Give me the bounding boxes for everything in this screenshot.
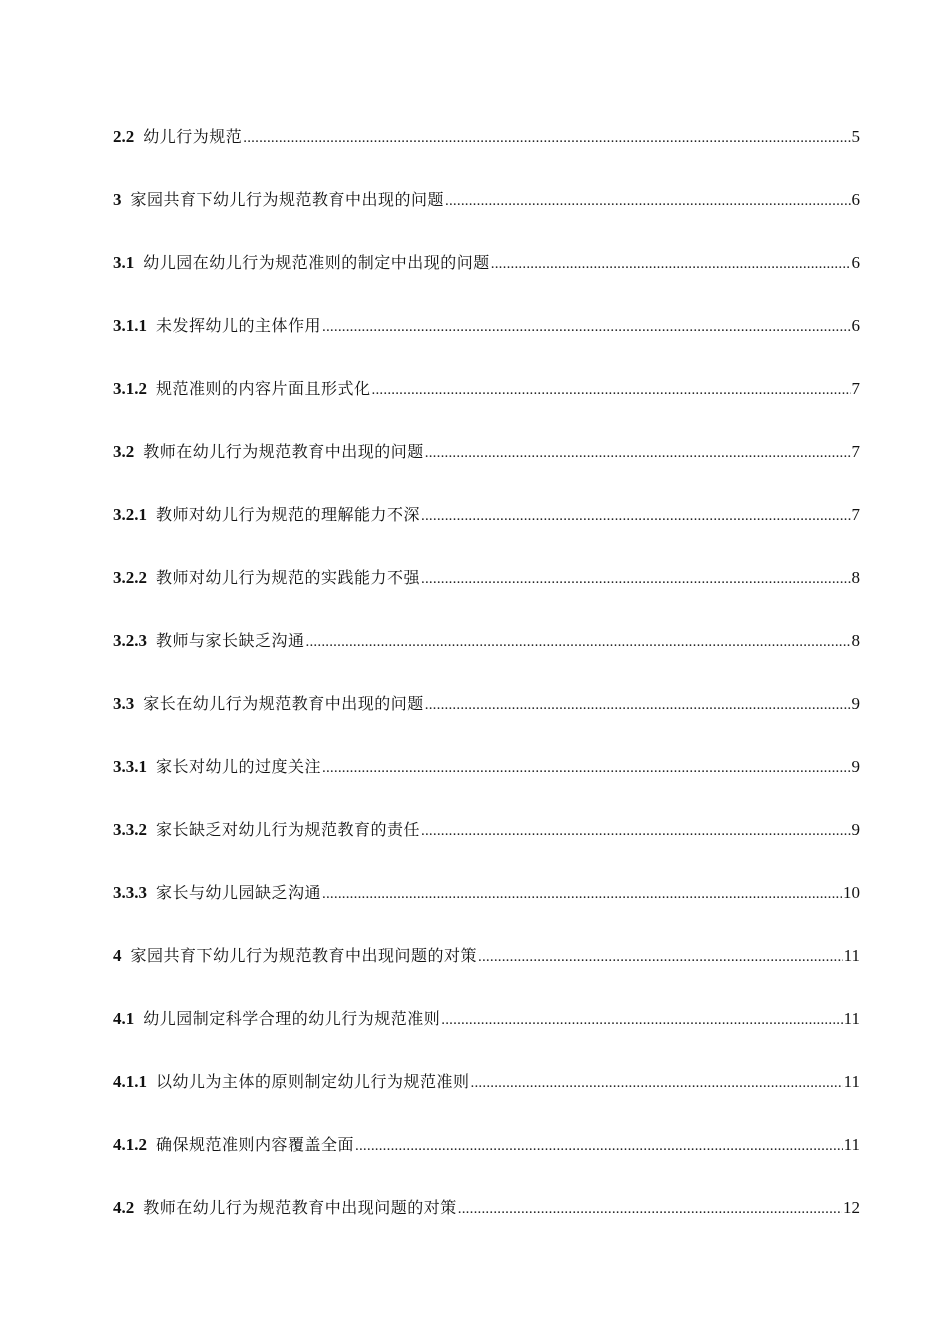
toc-entry-page: 6 (851, 253, 860, 272)
toc-entry-number: 4.1 (113, 1009, 135, 1028)
toc-entry-number: 3.3.1 (113, 757, 147, 776)
toc-entry-page: 11 (843, 946, 860, 965)
toc-entry[interactable] (113, 945, 860, 1008)
toc-entry-title: 规范准则的内容片面且形式化 (156, 379, 371, 398)
toc-entry[interactable] (113, 189, 860, 252)
toc-entry-page: 7 (851, 442, 860, 461)
toc-entry-title: 家长在幼儿行为规范教育中出现的问题 (143, 694, 424, 713)
toc-entry-page: 6 (851, 316, 860, 335)
toc-entry-page: 5 (851, 127, 860, 146)
toc-entry-title: 以幼儿为主体的原则制定幼儿行为规范准则 (156, 1072, 470, 1091)
toc-entry[interactable] (113, 504, 860, 567)
toc-entry-title: 未发挥幼儿的主体作用 (156, 316, 322, 335)
toc-dot-leader (421, 820, 850, 842)
toc-dot-leader (355, 1135, 843, 1157)
toc-dot-leader (445, 190, 850, 212)
toc-entry[interactable] (113, 315, 860, 378)
toc-entry-number: 4 (113, 946, 122, 965)
toc-entry[interactable] (113, 693, 860, 756)
toc-entry-page: 7 (851, 379, 860, 398)
toc-entry-title: 家园共育下幼儿行为规范教育中出现问题的对策 (130, 946, 478, 965)
toc-entry-page: 8 (851, 568, 860, 587)
toc-entry-number: 3.1 (113, 253, 135, 272)
toc-entry-page: 12 (843, 1198, 860, 1217)
toc-entry-title: 确保规范准则内容覆盖全面 (156, 1135, 355, 1154)
toc-entry-number: 3.2.1 (113, 505, 147, 524)
toc-entry-number: 3.1.2 (113, 379, 147, 398)
toc-entry-number: 3.2 (113, 442, 135, 461)
toc-entry-page: 7 (851, 505, 860, 524)
toc-entry[interactable] (113, 1197, 860, 1260)
toc-entry-page: 11 (843, 1072, 860, 1091)
toc-dot-leader (458, 1198, 842, 1220)
toc-entry-title: 家长对幼儿的过度关注 (156, 757, 322, 776)
toc-entry[interactable] (113, 1008, 860, 1071)
toc-entry-number: 3.1.1 (113, 316, 147, 335)
toc-dot-leader (322, 757, 850, 779)
toc-entry-page: 9 (851, 820, 860, 839)
toc-entry[interactable] (113, 1134, 860, 1197)
toc-entry-number: 4.2 (113, 1198, 135, 1217)
toc-entry[interactable] (113, 567, 860, 630)
toc-dot-leader (322, 316, 850, 338)
toc-entry[interactable] (113, 756, 860, 819)
toc-dot-leader (306, 631, 851, 653)
toc-dot-leader (425, 442, 851, 464)
toc-dot-leader (471, 1072, 843, 1094)
toc-entry-page: 11 (843, 1009, 860, 1028)
toc-dot-leader (425, 694, 851, 716)
toc-entry-number: 4.1.1 (113, 1072, 147, 1091)
toc-dot-leader (421, 505, 850, 527)
toc-dot-leader (491, 253, 851, 275)
toc-entry-title: 教师在幼儿行为规范教育中出现问题的对策 (143, 1198, 457, 1217)
toc-entry-title: 教师对幼儿行为规范的实践能力不强 (156, 568, 421, 587)
toc-entry-title: 幼儿行为规范 (143, 127, 243, 146)
toc-entry[interactable] (113, 882, 860, 945)
toc-entry-number: 3.3.3 (113, 883, 147, 902)
toc-entry-page: 11 (843, 1135, 860, 1154)
toc-entry-page: 8 (851, 631, 860, 650)
toc-entry-number: 3.3 (113, 694, 135, 713)
toc-entry-number: 4.1.2 (113, 1135, 147, 1154)
table-of-contents (113, 126, 860, 1260)
toc-entry[interactable] (113, 1071, 860, 1134)
toc-entry-number: 2.2 (113, 127, 135, 146)
toc-entry-title: 教师在幼儿行为规范教育中出现的问题 (143, 442, 424, 461)
toc-entry-number: 3.2.3 (113, 631, 147, 650)
toc-entry-page: 6 (851, 190, 860, 209)
toc-entry-page: 9 (851, 694, 860, 713)
toc-entry[interactable] (113, 252, 860, 315)
toc-entry[interactable] (113, 819, 860, 882)
toc-entry[interactable] (113, 378, 860, 441)
toc-dot-leader (441, 1009, 842, 1031)
toc-entry[interactable] (113, 441, 860, 504)
toc-entry-number: 3.2.2 (113, 568, 147, 587)
toc-entry[interactable] (113, 630, 860, 693)
toc-dot-leader (372, 379, 851, 401)
toc-dot-leader (322, 883, 842, 905)
toc-dot-leader (478, 946, 843, 968)
toc-entry-page: 10 (843, 883, 860, 902)
toc-entry-number: 3 (113, 190, 122, 209)
toc-entry-title: 教师与家长缺乏沟通 (156, 631, 305, 650)
toc-dot-leader (421, 568, 850, 590)
toc-entry-number: 3.3.2 (113, 820, 147, 839)
toc-entry-title: 家园共育下幼儿行为规范教育中出现的问题 (130, 190, 445, 209)
toc-entry-title: 家长缺乏对幼儿行为规范教育的责任 (156, 820, 421, 839)
toc-entry-page: 9 (851, 757, 860, 776)
toc-entry-title: 幼儿园制定科学合理的幼儿行为规范准则 (143, 1009, 441, 1028)
toc-dot-leader (243, 127, 850, 149)
toc-entry-title: 教师对幼儿行为规范的理解能力不深 (156, 505, 421, 524)
toc-entry-title: 幼儿园在幼儿行为规范准则的制定中出现的问题 (143, 253, 490, 272)
toc-entry-title: 家长与幼儿园缺乏沟通 (156, 883, 322, 902)
toc-entry[interactable] (113, 126, 860, 189)
